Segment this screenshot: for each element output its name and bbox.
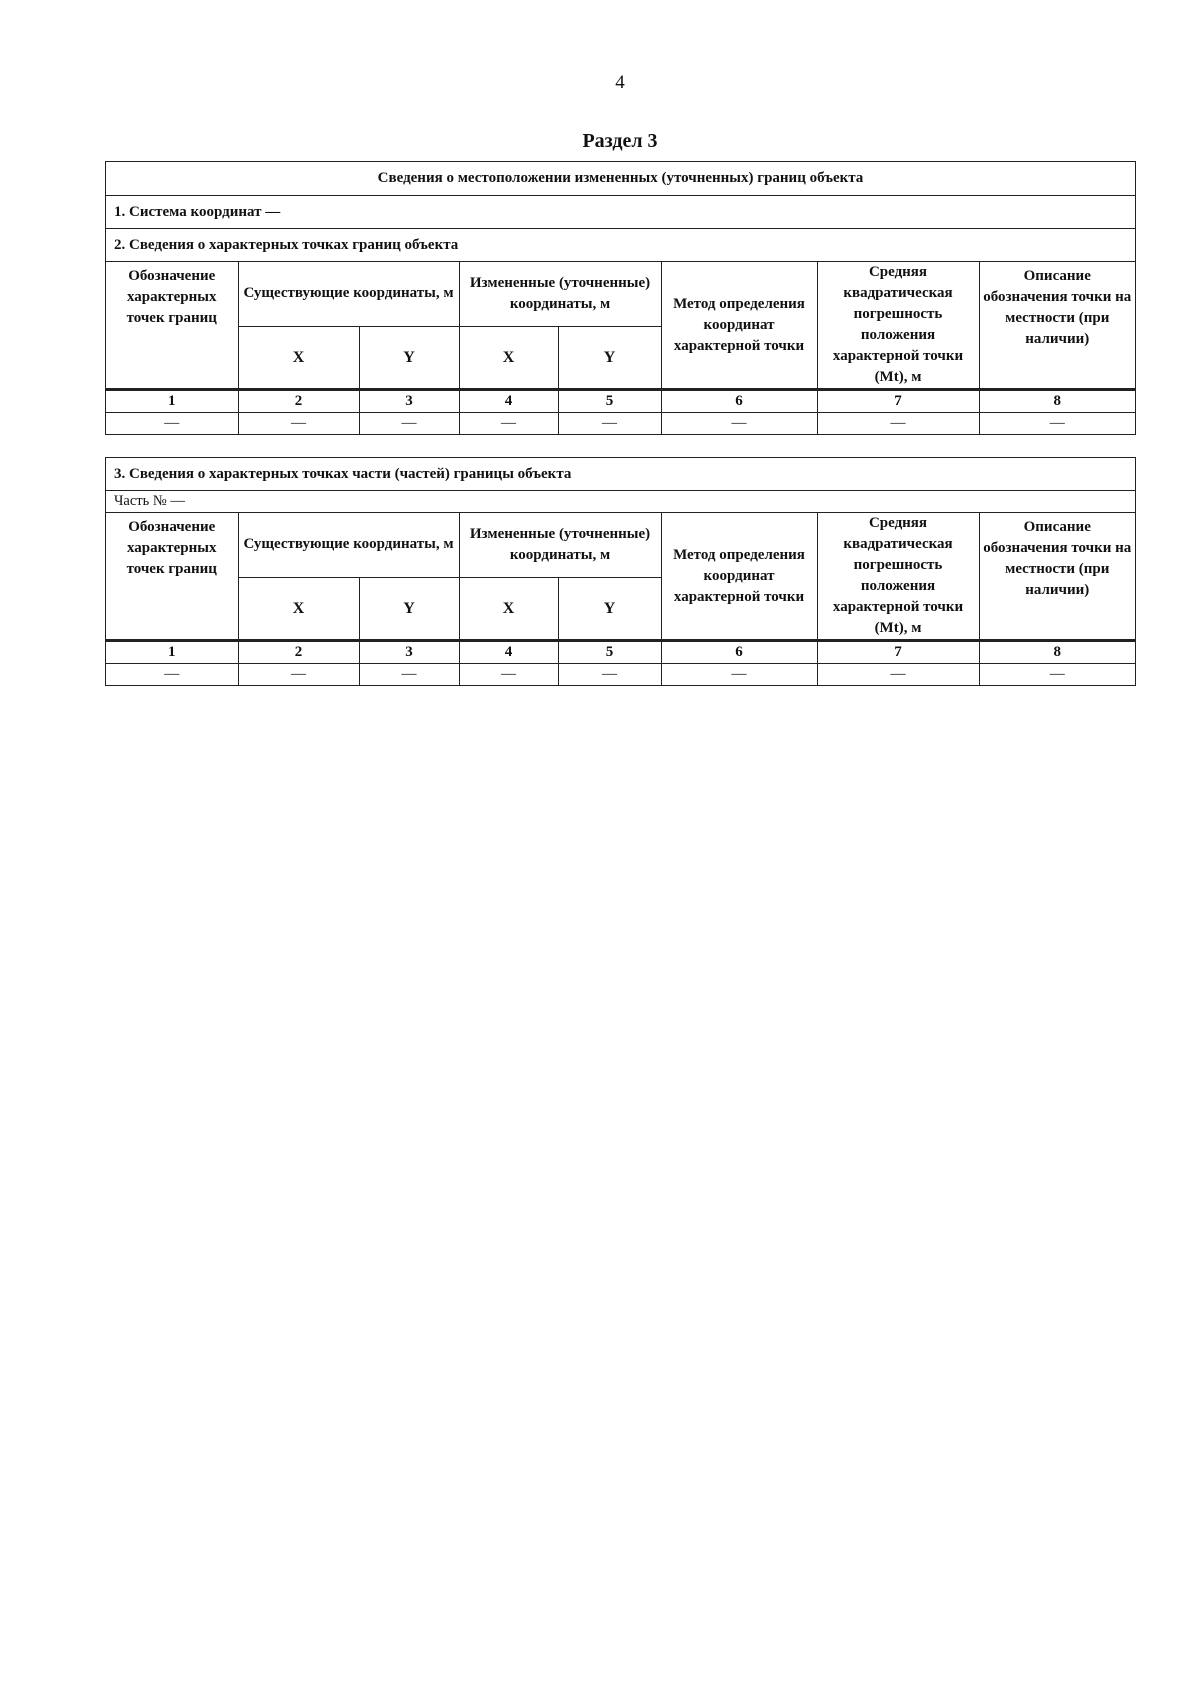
column-number: 8 xyxy=(979,641,1135,664)
header-y: Y xyxy=(558,577,661,641)
table-cell: — xyxy=(979,413,1135,435)
header-x: X xyxy=(459,577,558,641)
column-number: 7 xyxy=(817,390,979,413)
header-description: Описание обозначения точки на местности (при наличии) xyxy=(979,262,1135,390)
header-error: Средняя квадратическая погрешность положения характерной точки (Mt), м xyxy=(817,262,979,390)
header-method: Метод определения координат характерной точки xyxy=(661,513,817,641)
column-number: 1 xyxy=(106,641,238,664)
column-number: 6 xyxy=(661,390,817,413)
header-existing-coords: Существующие координаты, м xyxy=(238,513,459,577)
header-x: X xyxy=(238,326,359,390)
column-number: 5 xyxy=(558,641,661,664)
column-number: 3 xyxy=(359,390,459,413)
column-number: 8 xyxy=(979,390,1135,413)
header-designation: Обозначение характерных точек границ xyxy=(106,513,238,641)
header-y: Y xyxy=(558,326,661,390)
section-title: Раздел 3 xyxy=(582,130,658,152)
header-x: X xyxy=(238,577,359,641)
column-number: 7 xyxy=(817,641,979,664)
table-cell: — xyxy=(459,413,558,435)
page-number: 4 xyxy=(615,72,625,93)
header-method: Метод определения координат характерной точки xyxy=(661,262,817,390)
header-designation: Обозначение характерных точек границ xyxy=(106,262,238,390)
part-number-row: Часть № — xyxy=(106,491,1135,513)
table-row xyxy=(106,413,1135,435)
table-row xyxy=(106,664,1135,686)
header-changed-coords: Измененные (уточненные) координаты, м xyxy=(459,262,661,326)
header-x: X xyxy=(459,326,558,390)
table-cell: — xyxy=(238,413,359,435)
table-cell: — xyxy=(979,664,1135,686)
column-number: 2 xyxy=(238,641,359,664)
part-points-table xyxy=(106,513,1135,685)
table-cell: — xyxy=(817,413,979,435)
header-error: Средняя квадратическая погрешность положения характерной точки (Mt), м xyxy=(817,513,979,641)
header-y: Y xyxy=(359,577,459,641)
table-cell: — xyxy=(459,664,558,686)
header-description: Описание обозначения точки на местности (при наличии) xyxy=(979,513,1135,641)
block-title: Сведения о местоположении измененных (уточненных) границ объекта xyxy=(106,162,1135,196)
column-number: 1 xyxy=(106,390,238,413)
boundary-info-block xyxy=(105,161,1136,435)
table-cell: — xyxy=(106,664,238,686)
part-boundary-block xyxy=(105,457,1136,686)
table-cell: — xyxy=(238,664,359,686)
table-cell: — xyxy=(106,413,238,435)
points-heading: 2. Сведения о характерных точках границ объекта xyxy=(106,229,1135,262)
column-number: 5 xyxy=(558,390,661,413)
table-cell: — xyxy=(558,413,661,435)
column-number: 2 xyxy=(238,390,359,413)
table-cell: — xyxy=(359,413,459,435)
table-cell: — xyxy=(661,664,817,686)
column-number: 4 xyxy=(459,641,558,664)
table-row xyxy=(106,390,1135,413)
table-cell: — xyxy=(359,664,459,686)
coordinate-system-row: 1. Система координат — xyxy=(106,196,1135,229)
column-number: 6 xyxy=(661,641,817,664)
column-number: 3 xyxy=(359,641,459,664)
header-existing-coords: Существующие координаты, м xyxy=(238,262,459,326)
header-y: Y xyxy=(359,326,459,390)
table-cell: — xyxy=(558,664,661,686)
table-row xyxy=(106,641,1135,664)
header-changed-coords: Измененные (уточненные) координаты, м xyxy=(459,513,661,577)
table-cell: — xyxy=(661,413,817,435)
column-number: 4 xyxy=(459,390,558,413)
part-points-heading: 3. Сведения о характерных точках части (частей) границы объекта xyxy=(106,458,1135,491)
points-table xyxy=(106,262,1135,434)
table-cell: — xyxy=(817,664,979,686)
